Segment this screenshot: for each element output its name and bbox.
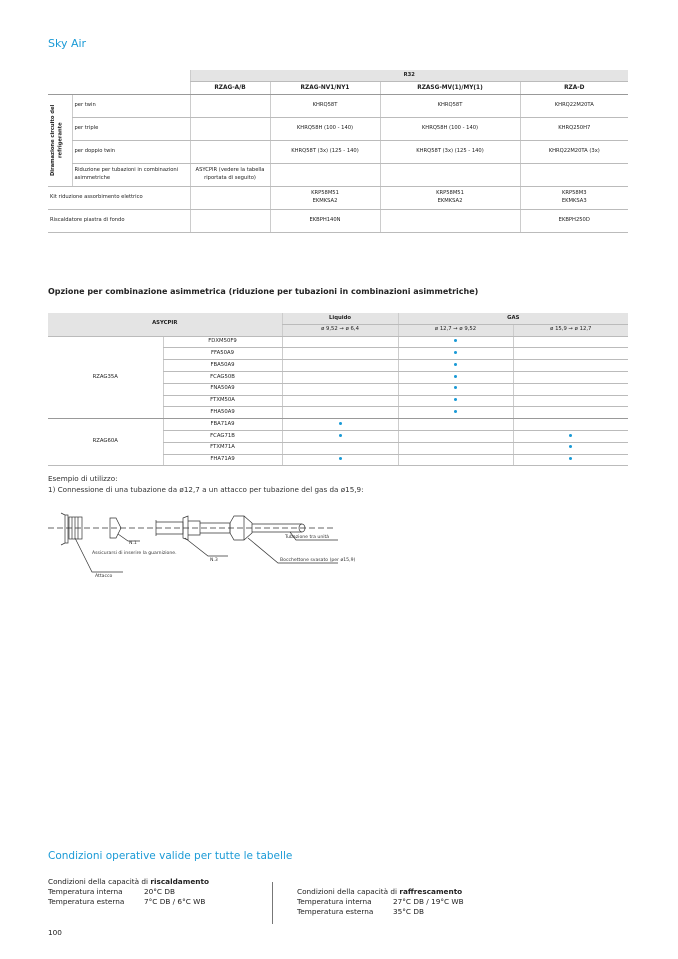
table-cell: KHRQ22M20TA (3x) bbox=[520, 141, 628, 164]
model-cell: FCAG71B bbox=[163, 430, 282, 442]
mark-cell bbox=[513, 419, 628, 431]
table-row bbox=[48, 118, 628, 141]
unit-cell: RZAG60A bbox=[48, 419, 163, 466]
mark-cell bbox=[282, 395, 398, 407]
table-cell bbox=[190, 141, 270, 164]
model-cell: FTXM50A bbox=[163, 395, 282, 407]
model-cell: FBA50A9 bbox=[163, 360, 282, 372]
cell-line: KRP58M3 bbox=[562, 190, 587, 197]
conditions-title: Condizioni operative valide per tutte le tabelle bbox=[48, 850, 293, 862]
piping-diagram bbox=[48, 508, 388, 583]
group-header: R32 bbox=[190, 70, 628, 82]
mark-cell bbox=[513, 442, 628, 454]
dot-icon bbox=[569, 457, 572, 460]
table-cell: KHRQ58T (3x) (125 - 140) bbox=[270, 141, 380, 164]
asycpir-header: ASYCPIR bbox=[48, 313, 282, 336]
mark-cell bbox=[398, 407, 513, 419]
cond-label: Temperatura interna bbox=[48, 887, 123, 896]
mark-cell bbox=[282, 454, 398, 466]
cond-label: Temperatura esterna bbox=[297, 907, 374, 916]
dot-icon bbox=[454, 375, 457, 378]
model-header: RZASG-MV(1)/MY(1) bbox=[380, 82, 520, 95]
label-bocchettone: Bocchettone svasato (per ø15,9) bbox=[280, 558, 356, 563]
unit-cell: RZAG35A bbox=[48, 336, 163, 419]
model-cell: FCAG50B bbox=[163, 371, 282, 383]
example-line: 1) Connessione di una tubazione da ø12,7 a un attacco per tubazione del gas da ø15,9: bbox=[48, 484, 364, 494]
table-row bbox=[48, 164, 628, 187]
mark-cell bbox=[398, 371, 513, 383]
table-cell bbox=[380, 164, 520, 187]
cond-label: Temperatura interna bbox=[297, 897, 372, 906]
cooling-bold: raffrescamento bbox=[399, 887, 463, 896]
mark-cell bbox=[513, 395, 628, 407]
model-cell: FHA71A9 bbox=[163, 454, 282, 466]
table-row bbox=[48, 336, 628, 348]
mark-cell bbox=[282, 336, 398, 348]
table-cell: KHRQ58T bbox=[380, 95, 520, 118]
cond-value: 7°C DB / 6°C WB bbox=[144, 897, 206, 906]
dot-icon bbox=[454, 410, 457, 413]
mark-cell bbox=[282, 348, 398, 360]
heating-prefix: Condizioni della capacità di bbox=[48, 877, 151, 886]
accessories-table bbox=[48, 70, 628, 233]
brand-title: Sky Air bbox=[48, 37, 87, 50]
table-cell: KHRQ58H (100 - 140) bbox=[380, 118, 520, 141]
asycpir-table bbox=[48, 313, 628, 466]
label-tubazione: Tubazione tra unità bbox=[285, 535, 330, 540]
mark-cell bbox=[282, 383, 398, 395]
mark-cell bbox=[398, 395, 513, 407]
row-label: per twin bbox=[72, 95, 190, 118]
table-cell: KHRQ58H (100 - 140) bbox=[270, 118, 380, 141]
table-cell bbox=[190, 187, 270, 210]
row-label: per triple bbox=[72, 118, 190, 141]
cond-value: 35°C DB bbox=[393, 907, 424, 916]
mark-cell bbox=[398, 348, 513, 360]
table-cell: KHRQ22M20TA bbox=[520, 95, 628, 118]
model-cell: FNA50A9 bbox=[163, 383, 282, 395]
table-cell: KHRQ58T (3x) (125 - 140) bbox=[380, 141, 520, 164]
heating-conditions bbox=[48, 877, 209, 907]
table-cell bbox=[190, 95, 270, 118]
mark-cell bbox=[398, 419, 513, 431]
mark-cell bbox=[513, 430, 628, 442]
example-text bbox=[48, 474, 364, 495]
table-row bbox=[48, 95, 628, 118]
label-n3: N.3 bbox=[210, 558, 218, 563]
gas-header: GAS bbox=[398, 313, 628, 324]
cond-value: 27°C DB / 19°C WB bbox=[393, 897, 464, 906]
table-cell: EKBPH140N bbox=[270, 210, 380, 233]
mark-cell bbox=[513, 407, 628, 419]
cooling-prefix: Condizioni della capacità di bbox=[297, 887, 400, 896]
table-row bbox=[48, 419, 628, 431]
dot-icon bbox=[454, 351, 457, 354]
cooling-conditions bbox=[297, 887, 464, 917]
dot-icon bbox=[454, 339, 457, 342]
table-cell bbox=[190, 210, 270, 233]
mark-cell bbox=[398, 383, 513, 395]
table-cell bbox=[380, 210, 520, 233]
dot-icon bbox=[339, 434, 342, 437]
dot-icon bbox=[454, 398, 457, 401]
mark-cell bbox=[282, 419, 398, 431]
mark-cell bbox=[282, 371, 398, 383]
row-label: Riduzione per tubazioni in combinazioni asimmetriche bbox=[72, 164, 190, 187]
side-label bbox=[48, 95, 72, 187]
port-flange bbox=[61, 513, 68, 545]
sub-header: ø 9,52 → ø 6,4 bbox=[282, 324, 398, 336]
mark-cell bbox=[513, 360, 628, 372]
table-cell: KHRQ58T bbox=[270, 95, 380, 118]
mark-cell bbox=[282, 442, 398, 454]
sub-header: ø 15,9 → ø 12,7 bbox=[513, 324, 628, 336]
model-header: RZA-D bbox=[520, 82, 628, 95]
dot-icon bbox=[569, 445, 572, 448]
section-title: Opzione per combinazione asimmetrica (riduzione per tubazioni in combinazioni asimmetriche) bbox=[48, 287, 479, 296]
cond-label: Temperatura esterna bbox=[48, 897, 125, 906]
mark-cell bbox=[398, 360, 513, 372]
mark-cell bbox=[398, 336, 513, 348]
table-cell bbox=[520, 164, 628, 187]
page-number: 100 bbox=[48, 928, 62, 937]
model-cell: FHA50A9 bbox=[163, 407, 282, 419]
dot-icon bbox=[454, 386, 457, 389]
table-cell: KHRQ250H7 bbox=[520, 118, 628, 141]
model-cell: FFA50A9 bbox=[163, 348, 282, 360]
table-cell bbox=[380, 187, 520, 210]
leader-n3 bbox=[185, 538, 228, 556]
row-label: per doppio twin bbox=[72, 141, 190, 164]
label-guarnizione: Assicurarsi di inserire la guarnizione. bbox=[92, 551, 177, 556]
dot-icon bbox=[569, 434, 572, 437]
sub-header: ø 12,7 → ø 9,52 bbox=[398, 324, 513, 336]
dot-icon bbox=[454, 363, 457, 366]
model-cell: FDXM50F9 bbox=[163, 336, 282, 348]
divider bbox=[272, 882, 273, 924]
mark-cell bbox=[398, 430, 513, 442]
side-label-text: Diramazione circuito del refrigerante bbox=[50, 104, 64, 177]
model-cell: FTXM71A bbox=[163, 442, 282, 454]
mark-cell bbox=[513, 336, 628, 348]
mark-cell bbox=[513, 383, 628, 395]
model-header: RZAG-NV1/NY1 bbox=[270, 82, 380, 95]
mark-cell bbox=[513, 454, 628, 466]
label-attacco: Attacco bbox=[95, 574, 113, 579]
dot-icon bbox=[339, 422, 342, 425]
mark-cell bbox=[282, 430, 398, 442]
model-header: RZAG-A/B bbox=[190, 82, 270, 95]
table-cell: EKBPH250D bbox=[520, 210, 628, 233]
label-n1: N.1 bbox=[129, 541, 137, 546]
row-label: Riscaldatore piastra di fondo bbox=[48, 210, 190, 233]
cell-line: EKMKSA2 bbox=[437, 198, 463, 204]
table-cell bbox=[190, 118, 270, 141]
row-label: Kit riduzione assorbimento elettrico bbox=[48, 187, 190, 210]
mark-cell bbox=[282, 360, 398, 372]
model-cell: FBA71A9 bbox=[163, 419, 282, 431]
cond-value: 20°C DB bbox=[144, 887, 175, 896]
table-row bbox=[48, 187, 628, 210]
table-cell: ASYCPIR (vedere la tabella riportata di seguito) bbox=[190, 164, 270, 187]
heating-bold: riscaldamento bbox=[150, 877, 209, 886]
table-cell bbox=[270, 164, 380, 187]
table-row bbox=[48, 210, 628, 233]
cell-line: KRP58M51 bbox=[436, 190, 464, 197]
mark-cell bbox=[398, 454, 513, 466]
cell-line: EKMKSA3 bbox=[561, 198, 587, 204]
example-title: Esempio di utilizzo: bbox=[48, 474, 118, 483]
mark-cell bbox=[513, 348, 628, 360]
mark-cell bbox=[282, 407, 398, 419]
mark-cell bbox=[513, 371, 628, 383]
table-row bbox=[48, 141, 628, 164]
dot-icon bbox=[339, 457, 342, 460]
table-cell bbox=[520, 187, 628, 210]
liquid-header: Liquido bbox=[282, 313, 398, 324]
cell-line: KRP58M51 bbox=[311, 190, 339, 197]
leader-n1 bbox=[118, 534, 140, 541]
table-cell bbox=[270, 187, 380, 210]
cell-line: EKMKSA2 bbox=[312, 198, 338, 204]
mark-cell bbox=[398, 442, 513, 454]
